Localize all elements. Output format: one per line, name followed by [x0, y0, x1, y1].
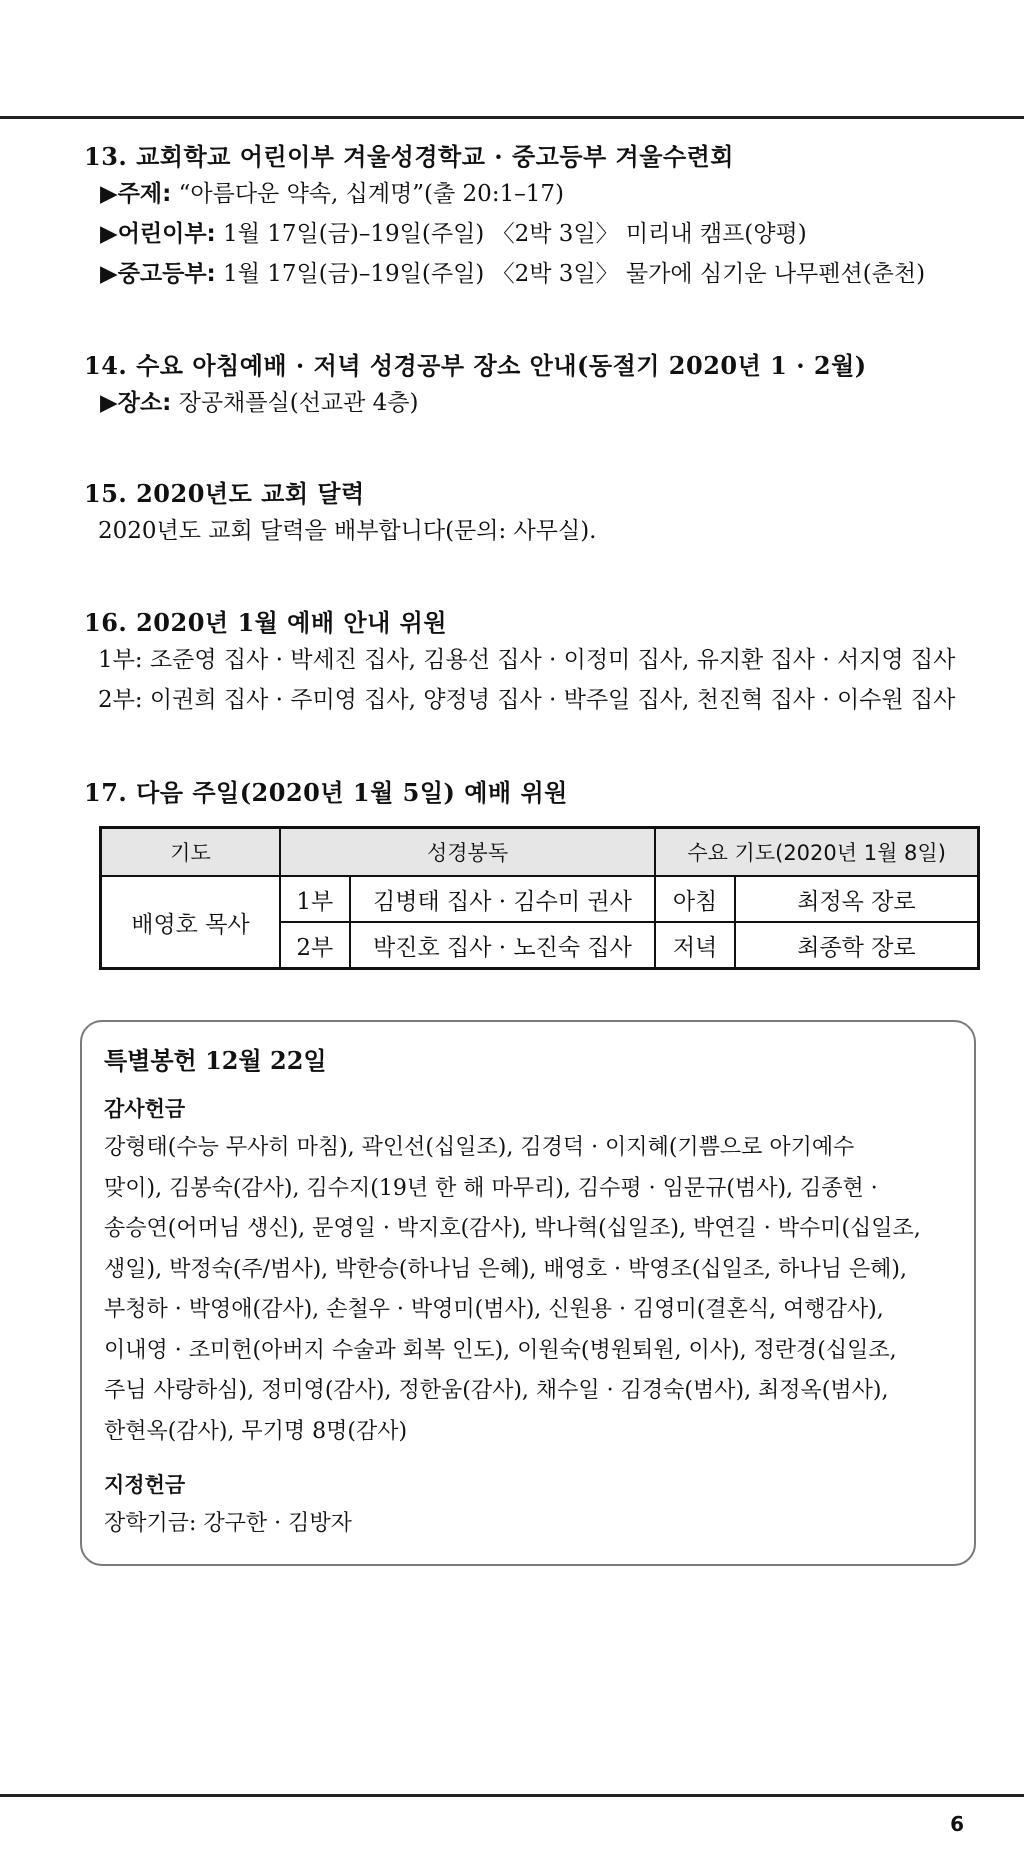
section-17 — [84, 776, 964, 810]
section-13-children — [100, 214, 964, 254]
thanks-line: 부청하 · 박영애(감사), 손철우 · 박영미(범사), 신원용 · 김영미(결혼식, 여행감사), — [104, 1297, 884, 1322]
section-13 — [84, 140, 964, 294]
thanks-line: 송승연(어머님 생신), 문영일 · 박지호(감사), 박나혁(십일조), 박연길 · 박수미(십일조, — [104, 1216, 921, 1241]
table-header-row — [101, 828, 979, 877]
wed-prayer-cell: 최정옥 장로 — [735, 876, 979, 922]
section-13-title: 13. 교회학교 어린이부 겨울성경학교 · 중고등부 겨울수련회 — [84, 142, 734, 171]
section-16-line-2: 2부: 이권희 집사 · 주미영 집사, 양정녕 집사 · 박주일 집사, 천진혁 집사 · 이수원 집사 — [98, 687, 956, 713]
section-15-title: 15. 2020년도 교회 달력 — [84, 479, 365, 508]
thanks-offering-heading: 감사헌금 — [104, 1097, 186, 1121]
section-14-title: 14. 수요 아침예배 · 저녁 성경공부 장소 안내(동절기 2020년 1 · 2월) — [84, 351, 867, 380]
readers-cell: 박진호 집사 · 노진숙 집사 — [350, 922, 656, 969]
section-16-line-1: 1부: 조준영 집사 · 박세진 집사, 김용선 집사 · 이정미 집사, 유지환 집사 · 서지영 집사 — [98, 647, 956, 673]
youth-value: 1월 17일(금)–19일(주일) 〈2박 3일〉 물가에 심기운 나무펜션(춘천) — [215, 261, 926, 287]
worship-committee-table — [99, 826, 980, 970]
section-15 — [84, 477, 964, 551]
thanks-line: 맞이), 김봉숙(감사), 김수지(19년 한 해 마무리), 김수평 · 임문규(범사), 김종현 · — [104, 1175, 878, 1201]
section-15-text: 2020년도 교회 달력을 배부합니다(문의: 사무실). — [98, 518, 597, 544]
section-16-title: 16. 2020년 1월 예배 안내 위원 — [84, 608, 447, 637]
offering-title: 특별봉헌 12월 22일 — [104, 1046, 327, 1075]
part-cell: 1부 — [280, 876, 350, 922]
header-scripture-reading: 성경봉독 — [280, 828, 655, 877]
special-offering-box — [80, 1020, 976, 1566]
part-cell: 2부 — [280, 922, 350, 969]
thanks-line: 강형태(수능 무사히 마침), 곽인선(십일조), 김경덕 · 이지혜(기쁨으로 아기예수 — [104, 1135, 855, 1160]
section-14 — [84, 349, 964, 423]
table-row — [101, 876, 979, 922]
thanks-line: 한현옥(감사), 무기명 8명(감사) — [104, 1418, 408, 1444]
wed-prayer-cell: 최종학 장로 — [735, 922, 979, 969]
theme-value: “아름다운 약속, 십계명”(출 20:1–17) — [171, 181, 564, 207]
theme-label: ▶주제: — [100, 181, 172, 207]
section-13-theme — [100, 174, 964, 214]
youth-label: ▶중고등부: — [100, 261, 216, 287]
header-prayer: 기도 — [101, 828, 280, 877]
thanks-line: 이내영 · 조미헌(아버지 수술과 회복 인도), 이원숙(병원퇴원, 이사), 정란경(십일조, — [104, 1337, 897, 1363]
page-number: 6 — [950, 1812, 964, 1836]
section-16 — [84, 606, 964, 720]
prayer-cell: 배영호 목사 — [101, 876, 280, 969]
place-label: ▶장소: — [100, 390, 172, 416]
top-rule — [0, 116, 1024, 119]
designated-offering-heading: 지정헌금 — [104, 1473, 186, 1497]
readers-cell: 김병태 집사 · 김수미 권사 — [350, 876, 656, 922]
children-label: ▶어린이부: — [100, 221, 216, 247]
thanks-offering-list — [104, 1128, 952, 1452]
bottom-rule — [0, 1794, 1024, 1797]
time-cell: 아침 — [655, 876, 735, 922]
place-value: 장공채플실(선교관 4층) — [171, 390, 419, 416]
section-13-youth — [100, 254, 964, 294]
thanks-line: 주님 사랑하심), 정미영(감사), 정한움(감사), 채수일 · 김경숙(범사), 최정옥(범사), — [104, 1378, 889, 1403]
designated-offering-text: 장학기금: 강구한 · 김방자 — [104, 1511, 352, 1536]
section-17-title: 17. 다음 주일(2020년 1월 5일) 예배 위원 — [84, 778, 568, 807]
thanks-line: 생일), 박정숙(주/범사), 박한승(하나님 은혜), 배영호 · 박영조(십일조, 하나님 은혜), — [104, 1256, 907, 1282]
children-value: 1월 17일(금)–19일(주일) 〈2박 3일〉 미리내 캠프(양평) — [215, 221, 807, 247]
section-14-place — [100, 383, 964, 423]
header-wednesday-prayer: 수요 기도(2020년 1월 8일) — [655, 828, 978, 877]
time-cell: 저녁 — [655, 922, 735, 969]
